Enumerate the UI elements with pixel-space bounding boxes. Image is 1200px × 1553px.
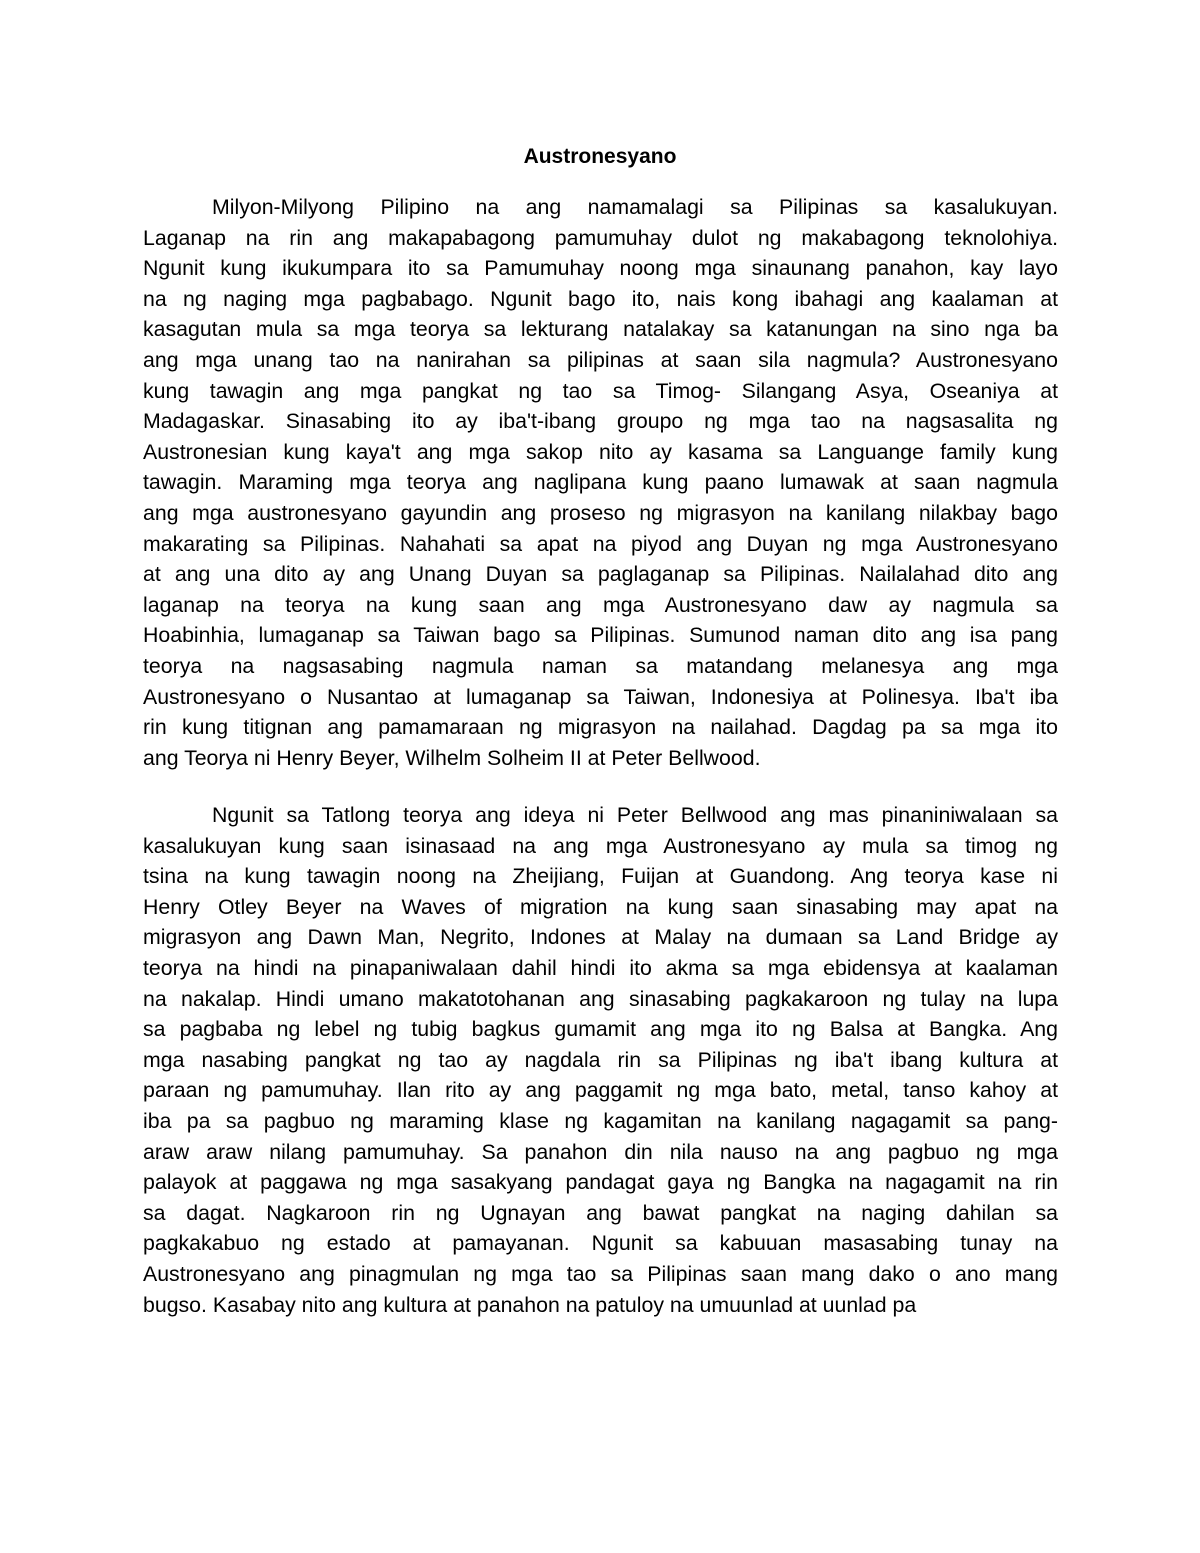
paragraph-line: Austronesyano o Nusantao at lumaganap sa Taiwan, Indonesiya at Polinesya. Iba't iba: [143, 684, 1058, 709]
paragraph-line: kung tawagin ang mga pangkat ng tao sa Timog- Silangang Asya, Oseaniya at: [143, 378, 1058, 403]
paragraph-line: Madagaskar. Sinasabing ito ay iba't-ibang groupo ng mga tao na nagsasalita ng: [143, 409, 1058, 434]
paragraph-line: Henry Otley Beyer na Waves of migration na kung saan sinasabing may apat na: [143, 894, 1058, 919]
document-title: Austronesyano: [523, 145, 677, 168]
paragraph-line: Hoabinhia, lumaganap sa Taiwan bago sa Pilipinas. Sumunod naman dito ang isa pang: [143, 623, 1058, 648]
paragraph-line: Austronesian kung kaya't ang mga sakop nito ay kasama sa Languange family kung: [143, 439, 1058, 464]
paragraph-line: kasalukuyan kung saan isinasaad na ang mga Austronesyano ay mula sa timog ng: [143, 833, 1058, 858]
paragraph-2: [143, 800, 1058, 1320]
paragraph-1: [143, 192, 1058, 773]
paragraph-line: laganap na teorya na kung saan ang mga Austronesyano daw ay nagmula sa: [143, 592, 1058, 617]
paragraph-line: pagkakabuo ng estado at pamayanan. Ngunit sa kabuuan masasabing tunay na: [143, 1231, 1058, 1256]
paragraph-line: paraan ng pamumuhay. Ilan rito ay ang paggamit ng mga bato, metal, tanso kahoy at: [143, 1078, 1058, 1103]
paragraph-line: kasagutan mula sa mga teorya sa lekturang natalakay sa katanungan na sino nga ba: [143, 317, 1058, 342]
paragraph-line: migrasyon ang Dawn Man, Negrito, Indones at Malay na dumaan sa Land Bridge ay: [143, 925, 1058, 950]
paragraph-line: na nakalap. Hindi umano makatotohanan ang sinasabing pagkakaroon ng tulay na lupa: [143, 986, 1058, 1011]
paragraph-line: ang Teorya ni Henry Beyer, Wilhelm Solheim II at Peter Bellwood.: [143, 745, 761, 770]
paragraph-line: ang mga unang tao na nanirahan sa pilipinas at saan sila nagmula? Austronesyano: [143, 347, 1058, 372]
paragraph-line: araw araw nilang pamumuhay. Sa panahon din nila nauso na ang pagbuo ng mga: [143, 1139, 1058, 1164]
paragraph-line: teorya na nagsasabing nagmula naman sa matandang melanesya ang mga: [143, 653, 1058, 678]
paragraph-line: Ngunit sa Tatlong teorya ang ideya ni Peter Bellwood ang mas pinaniniwalaan sa: [212, 803, 1058, 827]
paragraph-line: ang mga austronesyano gayundin ang proseso ng migrasyon na kanilang nilakbay bago: [143, 500, 1058, 525]
paragraph-line: at ang una dito ay ang Unang Duyan sa paglaganap sa Pilipinas. Nailalahad dito ang: [143, 562, 1058, 587]
paragraph-line: sa dagat. Nagkaroon rin ng Ugnayan ang bawat pangkat na naging dahilan sa: [143, 1200, 1058, 1225]
paragraph-line: makarating sa Pilipinas. Nahahati sa apat na piyod ang Duyan ng mga Austronesyano: [143, 531, 1058, 556]
paragraph-line: teorya na hindi na pinapaniwalaan dahil hindi ito akma sa mga ebidensya at kaalaman: [143, 955, 1058, 980]
paragraph-line: mga nasabing pangkat ng tao ay nagdala rin sa Pilipinas ng iba't ibang kultura at: [143, 1047, 1058, 1072]
paragraph-line: Milyon-Milyong Pilipino na ang namamalagi sa Pilipinas sa kasalukuyan.: [212, 195, 1058, 219]
paragraph-line: rin kung titignan ang pamamaraan ng migrasyon na nailahad. Dagdag pa sa mga ito: [143, 715, 1058, 740]
paragraph-line: iba pa sa pagbuo ng maraming klase ng kagamitan na kanilang nagagamit sa pang-: [143, 1108, 1058, 1133]
paragraph-line: Ngunit kung ikukumpara ito sa Pamumuhay noong mga sinaunang panahon, kay layo: [143, 256, 1058, 281]
paragraph-line: bugso. Kasabay nito ang kultura at panahon na patuloy na umuunlad at uunlad pa: [143, 1292, 917, 1317]
paragraph-line: Austronesyano ang pinagmulan ng mga tao sa Pilipinas saan mang dako o ano mang: [143, 1261, 1058, 1286]
paragraph-line: palayok at paggawa ng mga sasakyang pandagat gaya ng Bangka na nagagamit na rin: [143, 1170, 1058, 1195]
paragraph-line: tawagin. Maraming mga teorya ang naglipana kung paano lumawak at saan nagmula: [143, 470, 1058, 495]
paragraph-line: tsina na kung tawagin noong na Zheijiang, Fuijan at Guandong. Ang teorya kase ni: [143, 864, 1058, 889]
paragraph-line: sa pagbaba ng lebel ng tubig bagkus gumamit ang mga ito ng Balsa at Bangka. Ang: [143, 1017, 1058, 1042]
paragraph-line: na ng naging mga pagbabago. Ngunit bago ito, nais kong ibahagi ang kaalaman at: [143, 286, 1058, 311]
paragraph-line: Laganap na rin ang makapabagong pamumuhay dulot ng makabagong teknolohiya.: [143, 225, 1058, 250]
